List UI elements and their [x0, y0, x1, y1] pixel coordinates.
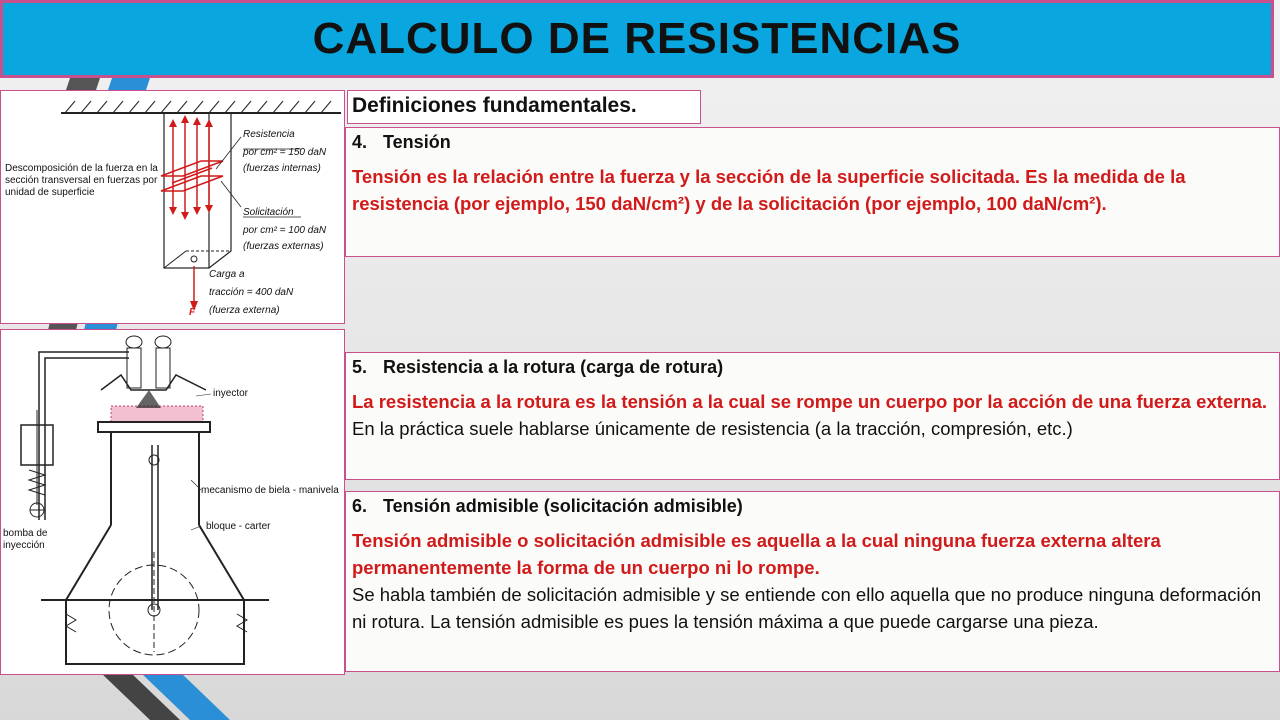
- carga-label: Carga a: [209, 269, 245, 280]
- tension-diagram: [1, 91, 346, 325]
- section-tension: [345, 127, 1280, 257]
- section-tension-admisible: [345, 491, 1280, 672]
- tension-diagram-panel: [0, 90, 345, 324]
- decorative-stripes-top: [0, 78, 160, 90]
- resistencia-label: Resistencia: [243, 129, 295, 140]
- carga-note: (fuerza externa): [209, 305, 280, 316]
- section-black-text: En la práctica suele hablarse únicamente de resistencia (a la tracción, compresión, etc.): [352, 418, 1073, 439]
- section-number: 6.: [352, 496, 368, 516]
- section-heading: [352, 357, 1273, 378]
- solicitacion-note: (fuerzas externas): [243, 241, 324, 252]
- decomposition-label: Descomposición de la fuerza en la sección transversal en fuerzas por unidad de superficie: [5, 163, 158, 198]
- section-heading: [352, 132, 1273, 153]
- bomba-label: bomba de inyección: [3, 528, 48, 551]
- section-heading-text: Tensión admisible (solicitación admisible): [383, 496, 743, 516]
- solicitacion-value: por cm² = 100 daN: [243, 225, 327, 236]
- decorative-stripes-bottom: [100, 672, 300, 720]
- section-red-text: La resistencia a la rotura es la tensión a la cual se rompe un cuerpo por la acción de una fuerza externa.: [352, 391, 1268, 412]
- title-bar: [0, 0, 1274, 78]
- resistencia-value: por cm² = 150 daN: [243, 147, 327, 158]
- page-title: CALCULO DE RESISTENCIAS: [312, 14, 962, 63]
- bloque-label: bloque - carter: [206, 521, 271, 532]
- section-heading-text: Tensión: [383, 132, 451, 152]
- section-subtitle: Definiciones fundamentales.: [347, 90, 701, 124]
- solicitacion-label: Solicitación: [243, 207, 294, 218]
- engine-diagram: [1, 330, 346, 676]
- section-heading-text: Resistencia a la rotura (carga de rotura): [383, 357, 724, 377]
- section-number: 5.: [352, 357, 368, 377]
- inyector-label: inyector: [213, 388, 249, 399]
- section-heading: [352, 496, 1273, 517]
- mecanismo-label: mecanismo de biela - manivela: [201, 485, 339, 496]
- section-resistencia-rotura: [345, 352, 1280, 480]
- section-red-text: Tensión es la relación entre la fuerza y la sección de la superficie solicitada. Es la medida de la resistencia (por ejemplo, 150 daN/cm²) y de la solicitación (por ejemplo, 100 daN/cm²).: [352, 166, 1186, 214]
- force-label: F: [189, 307, 196, 318]
- engine-diagram-panel: [0, 329, 345, 675]
- carga-value: tracción = 400 daN: [209, 287, 294, 298]
- resistencia-note: (fuerzas internas): [243, 163, 321, 174]
- section-black-text: Se habla también de solicitación admisible y se entiende con ello aquella que no produce ninguna deformación ni rotura. La tensión admisible es pues la tensión máxima a que puede cargarse una pieza.: [352, 584, 1262, 632]
- section-number: 4.: [352, 132, 368, 152]
- section-red-text: Tensión admisible o solicitación admisible es aquella a la cual ninguna fuerza externa altera permanentemente la forma de un cuerpo ni lo rompe.: [352, 530, 1161, 578]
